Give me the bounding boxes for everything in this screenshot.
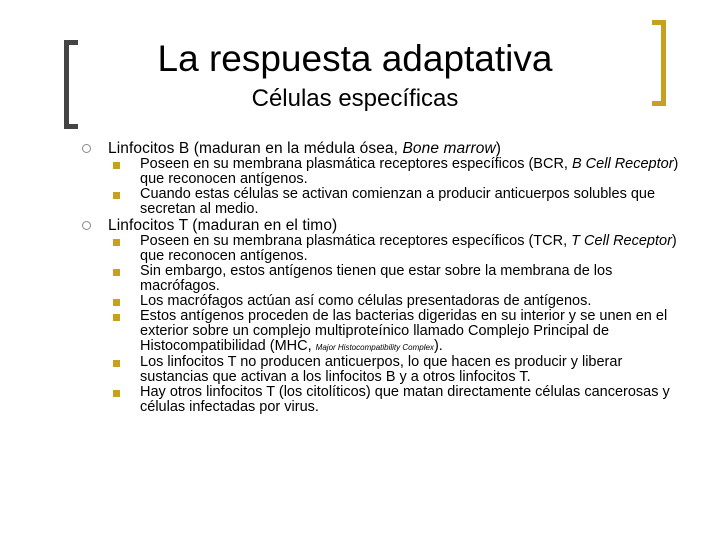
item-text: Hay otros linfocitos T (los citolíticos) que matan directamente células cancerosas y células infectadas por virus. (140, 384, 670, 415)
bullet-linfocitos-b (78, 140, 688, 157)
square-bullet-icon (113, 239, 120, 246)
item-text: Los macrófagos actúan así como células presentadoras de antígenos. (140, 293, 592, 309)
square-bullet-icon (113, 390, 120, 397)
item-text-end: ) que reconocen antígenos. (140, 233, 677, 264)
right-bracket-decoration (652, 20, 666, 106)
sub-bullet-presentadoras (78, 294, 688, 309)
slide-subtitle: Células específicas (251, 85, 459, 112)
sub-bullet-no-anticuerpos (78, 355, 688, 385)
heading-text: Linfocitos B (maduran en la médula ósea, (108, 140, 403, 157)
heading-text: Linfocitos T (maduran en el timo) (108, 217, 338, 234)
item-text-end: ) que reconocen antígenos. (140, 156, 679, 187)
square-bullet-icon (113, 192, 120, 199)
item-text: Poseen en su membrana plasmática receptores específicos (BCR, (140, 156, 572, 172)
hollow-circle-bullet-icon (82, 221, 91, 230)
slide-title: La respuesta adaptativa (157, 38, 553, 79)
bullet-linfocitos-t (78, 217, 688, 234)
item-italic-text: B Cell Receptor (571, 156, 674, 172)
square-bullet-icon (113, 299, 120, 306)
sub-bullet-bcr (78, 157, 688, 187)
item-small-italic-text: Major Histocompatibility Complex (315, 343, 434, 352)
sub-bullet-citoliticos (78, 385, 688, 415)
item-text: Cuando estas células se activan comienzan a producir anticuerpos solubles que secretan al medio. (140, 186, 656, 217)
square-bullet-icon (113, 162, 120, 169)
heading-text-end: ) (495, 140, 502, 157)
left-bracket-decoration (64, 40, 78, 129)
item-text: Estos antígenos proceden de las bacterias digeridas en su interior y se unen en el exterior sobre un complejo multiproteínico llamado Complejo Principal de Histocompatibilidad (MHC, (140, 308, 668, 354)
square-bullet-icon (113, 269, 120, 276)
sub-bullet-membrana-macrofagos (78, 264, 688, 294)
item-text-end: ). (433, 338, 443, 354)
item-italic-text: T Cell Receptor (571, 233, 672, 249)
hollow-circle-bullet-icon (82, 144, 91, 153)
square-bullet-icon (113, 314, 120, 321)
item-text: Sin embargo, estos antígenos tienen que estar sobre la membrana de los macrófagos. (140, 263, 613, 294)
item-text: Los linfocitos T no producen anticuerpos, lo que hacen es producir y liberar sustancias que activan a los linfocitos B y a otros linfocitos T. (140, 354, 623, 385)
slide-body (78, 140, 688, 415)
square-bullet-icon (113, 360, 120, 367)
heading-italic-text: Bone marrow (402, 140, 496, 157)
sub-bullet-anticuerpos (78, 187, 688, 217)
item-text: Poseen en su membrana plasmática receptores específicos (TCR, (140, 233, 572, 249)
sub-bullet-mhc (78, 309, 688, 355)
sub-bullet-tcr (78, 234, 688, 264)
